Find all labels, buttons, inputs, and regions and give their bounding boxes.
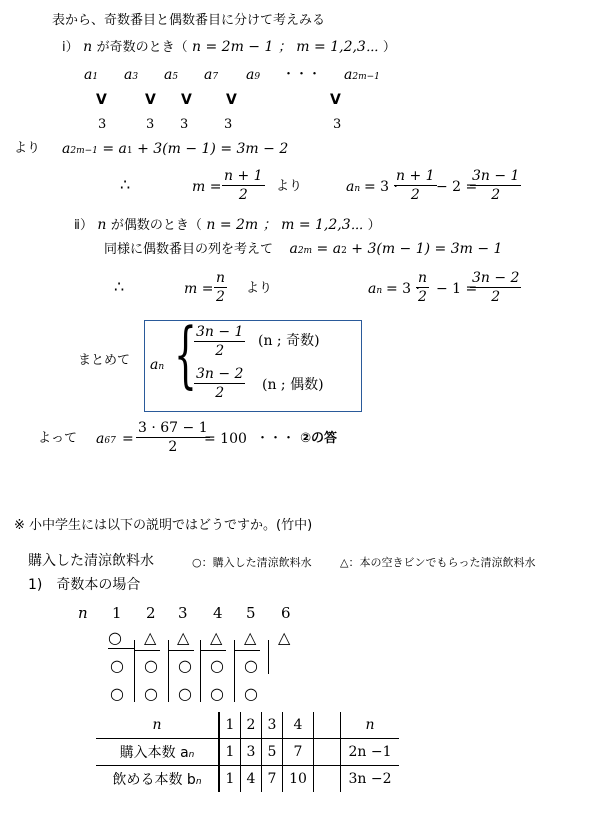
answer-result: = 100 xyxy=(204,431,247,447)
summary-bottom-fraction: $\frac{3n - 2}{2}$ xyxy=(196,366,244,401)
group-line xyxy=(234,650,260,651)
diff-mark: V xyxy=(330,92,341,108)
seq-a3: a3 xyxy=(124,67,139,83)
circle-mark: ○ xyxy=(178,684,192,703)
m-fraction: $\frac{n + 1}{2}$ xyxy=(224,168,263,203)
legend-triangle: △：本の空きビンでもらった清涼飲料水 xyxy=(340,556,536,569)
seq-dots: ・・・ xyxy=(282,67,322,82)
triangle-mark: △ xyxy=(177,628,190,647)
case1-n: n xyxy=(83,39,93,55)
answer-fraction: $\frac{3 \cdot 67 - 1}{2}$ xyxy=(138,420,208,455)
an-label: an xyxy=(346,179,361,195)
table-header-cell: 2 xyxy=(241,712,262,739)
diagram-col: 3 xyxy=(178,604,188,622)
table-cell: 7 xyxy=(262,766,283,793)
table-row xyxy=(96,739,399,766)
table-header-cell: 1 xyxy=(219,712,241,739)
legend-circle: ○：購入した清涼飲料水 xyxy=(192,556,312,569)
group-line xyxy=(134,650,160,651)
group-line xyxy=(268,640,269,674)
seq-a9: a9 xyxy=(246,67,261,83)
summary-top-fraction: $\frac{3n - 1}{2}$ xyxy=(196,324,244,359)
diagram-col: 1 xyxy=(112,604,122,622)
an-mid: − 1 = xyxy=(436,281,478,297)
diff-value: 3 xyxy=(333,117,342,132)
answer-eq: = xyxy=(122,431,134,447)
diff-mark: V xyxy=(181,92,192,108)
table-cell: 3n −2 xyxy=(341,766,400,793)
m-equals: m = xyxy=(184,281,214,297)
seq-a7: a7 xyxy=(204,67,219,83)
case2-heading: ⅱ） n が偶数のとき（ n = 2m ； m = 1,2,3⋯ ） xyxy=(74,217,381,233)
seq-a2m-1: a2m−1 xyxy=(344,67,380,83)
diff-value: 3 xyxy=(146,117,155,132)
seq-a1: a1 xyxy=(84,67,99,83)
group-line xyxy=(200,650,226,651)
table-cell: 2n −1 xyxy=(341,739,400,766)
table-header-cell: 3 xyxy=(262,712,283,739)
section-heading: 1) 奇数本の場合 xyxy=(28,577,141,593)
yori-label: より xyxy=(276,179,303,194)
an-eq: = 3 · xyxy=(386,281,420,297)
circle-mark: ○ xyxy=(144,656,158,675)
an-eq: = 3 · xyxy=(364,179,398,195)
case1-formula: a2m−1 = a1 + 3(m − 1) = 3m − 2 xyxy=(62,141,289,157)
circle-mark: ○ xyxy=(244,656,258,675)
answer-label: よって xyxy=(38,431,78,446)
case1-text: が奇数のとき（ xyxy=(96,40,188,55)
yori-label: より xyxy=(14,141,41,156)
case1-condition: n = 2m − 1 ； m = 1,2,3⋯ xyxy=(192,39,379,55)
circle-mark: ○ xyxy=(144,684,158,703)
table-row-label: 購入本数 an xyxy=(119,745,195,761)
intro-text: 表から、奇数番目と偶数番目に分けて考えみる xyxy=(52,13,326,28)
table-cell: 1 xyxy=(219,739,241,766)
answer-a67: a67 xyxy=(96,431,116,447)
table-cell: 5 xyxy=(262,739,283,766)
table-cell: 7 xyxy=(283,739,314,766)
seq-a5: a5 xyxy=(164,67,179,83)
case1-close: ） xyxy=(382,40,396,55)
note-text: ※ 小中学生には以下の説明ではどうですか。(竹中) xyxy=(14,518,313,533)
diagram-n-label: n xyxy=(78,604,88,622)
table-cell: 10 xyxy=(283,766,314,793)
case1-heading xyxy=(62,38,396,57)
diagram-col: 2 xyxy=(146,604,156,622)
triangle-mark: △ xyxy=(210,628,223,647)
diff-value: 3 xyxy=(98,117,107,132)
legend-head: 購入した清涼飲料水 xyxy=(28,553,154,569)
table-row-label: 飲める本数 bn xyxy=(112,772,202,788)
an-result-fraction: $\frac{3n - 2}{2}$ xyxy=(472,270,520,305)
diagram-col: 4 xyxy=(213,604,223,622)
diff-value: 3 xyxy=(224,117,233,132)
triangle-mark: △ xyxy=(244,628,257,647)
circle-mark: ○ xyxy=(244,684,258,703)
case2-same: 同様に偶数番目の列を考えて a2m = a2 + 3(m − 1) = 3m − 1 xyxy=(104,241,503,257)
therefore-symbol: ∴ xyxy=(114,277,125,296)
therefore-symbol: ∴ xyxy=(120,175,131,194)
summary-table xyxy=(96,712,399,792)
brace: { xyxy=(174,312,197,396)
group-line xyxy=(168,650,194,651)
table-cell: 4 xyxy=(241,766,262,793)
diff-mark: V xyxy=(226,92,237,108)
m-fraction: $\frac{n}{2}$ xyxy=(216,270,226,305)
triangle-mark: △ xyxy=(278,628,291,647)
summary-top-cond: (n ; 奇数) xyxy=(258,333,320,349)
table-cell xyxy=(314,766,341,793)
an-result-fraction: $\frac{3n - 1}{2}$ xyxy=(472,168,520,203)
table-header-cell: n xyxy=(341,712,400,739)
an-fraction: $\frac{n + 1}{2}$ xyxy=(396,168,435,203)
diff-mark: V xyxy=(145,92,156,108)
table-row xyxy=(96,712,399,739)
table-cell xyxy=(314,739,341,766)
diagram-col: 6 xyxy=(281,604,291,622)
summary-label: まとめて xyxy=(78,353,131,368)
circle-mark: ○ xyxy=(210,684,224,703)
table-cell: 1 xyxy=(219,766,241,793)
group-line xyxy=(108,648,134,649)
diff-value: 3 xyxy=(180,117,189,132)
an-label: an xyxy=(368,281,383,297)
an-mid: − 2 = xyxy=(436,179,478,195)
circle-mark: ○ xyxy=(110,656,124,675)
summary-an: an xyxy=(150,357,165,373)
case1-label: ⅰ） xyxy=(62,40,79,55)
diff-mark: V xyxy=(96,92,107,108)
circle-mark: ○ xyxy=(110,684,124,703)
yori-label: より xyxy=(246,281,273,296)
diagram-col: 5 xyxy=(246,604,256,622)
m-equals: m = xyxy=(192,179,222,195)
circle-mark: ○ xyxy=(108,628,122,647)
circle-mark: ○ xyxy=(210,656,224,675)
table-header-cell xyxy=(314,712,341,739)
table-header-cell: n xyxy=(152,717,162,733)
an-fraction: $\frac{n}{2}$ xyxy=(418,270,428,305)
answer-dots: ・・・ xyxy=(256,431,296,446)
circle-mark: ○ xyxy=(178,656,192,675)
table-cell: 3 xyxy=(241,739,262,766)
answer-tag: ②の答 xyxy=(300,431,338,446)
table-row xyxy=(96,766,399,793)
summary-bottom-cond: (n ; 偶数) xyxy=(262,377,324,393)
table-header-cell: 4 xyxy=(283,712,314,739)
triangle-mark: △ xyxy=(144,628,157,647)
